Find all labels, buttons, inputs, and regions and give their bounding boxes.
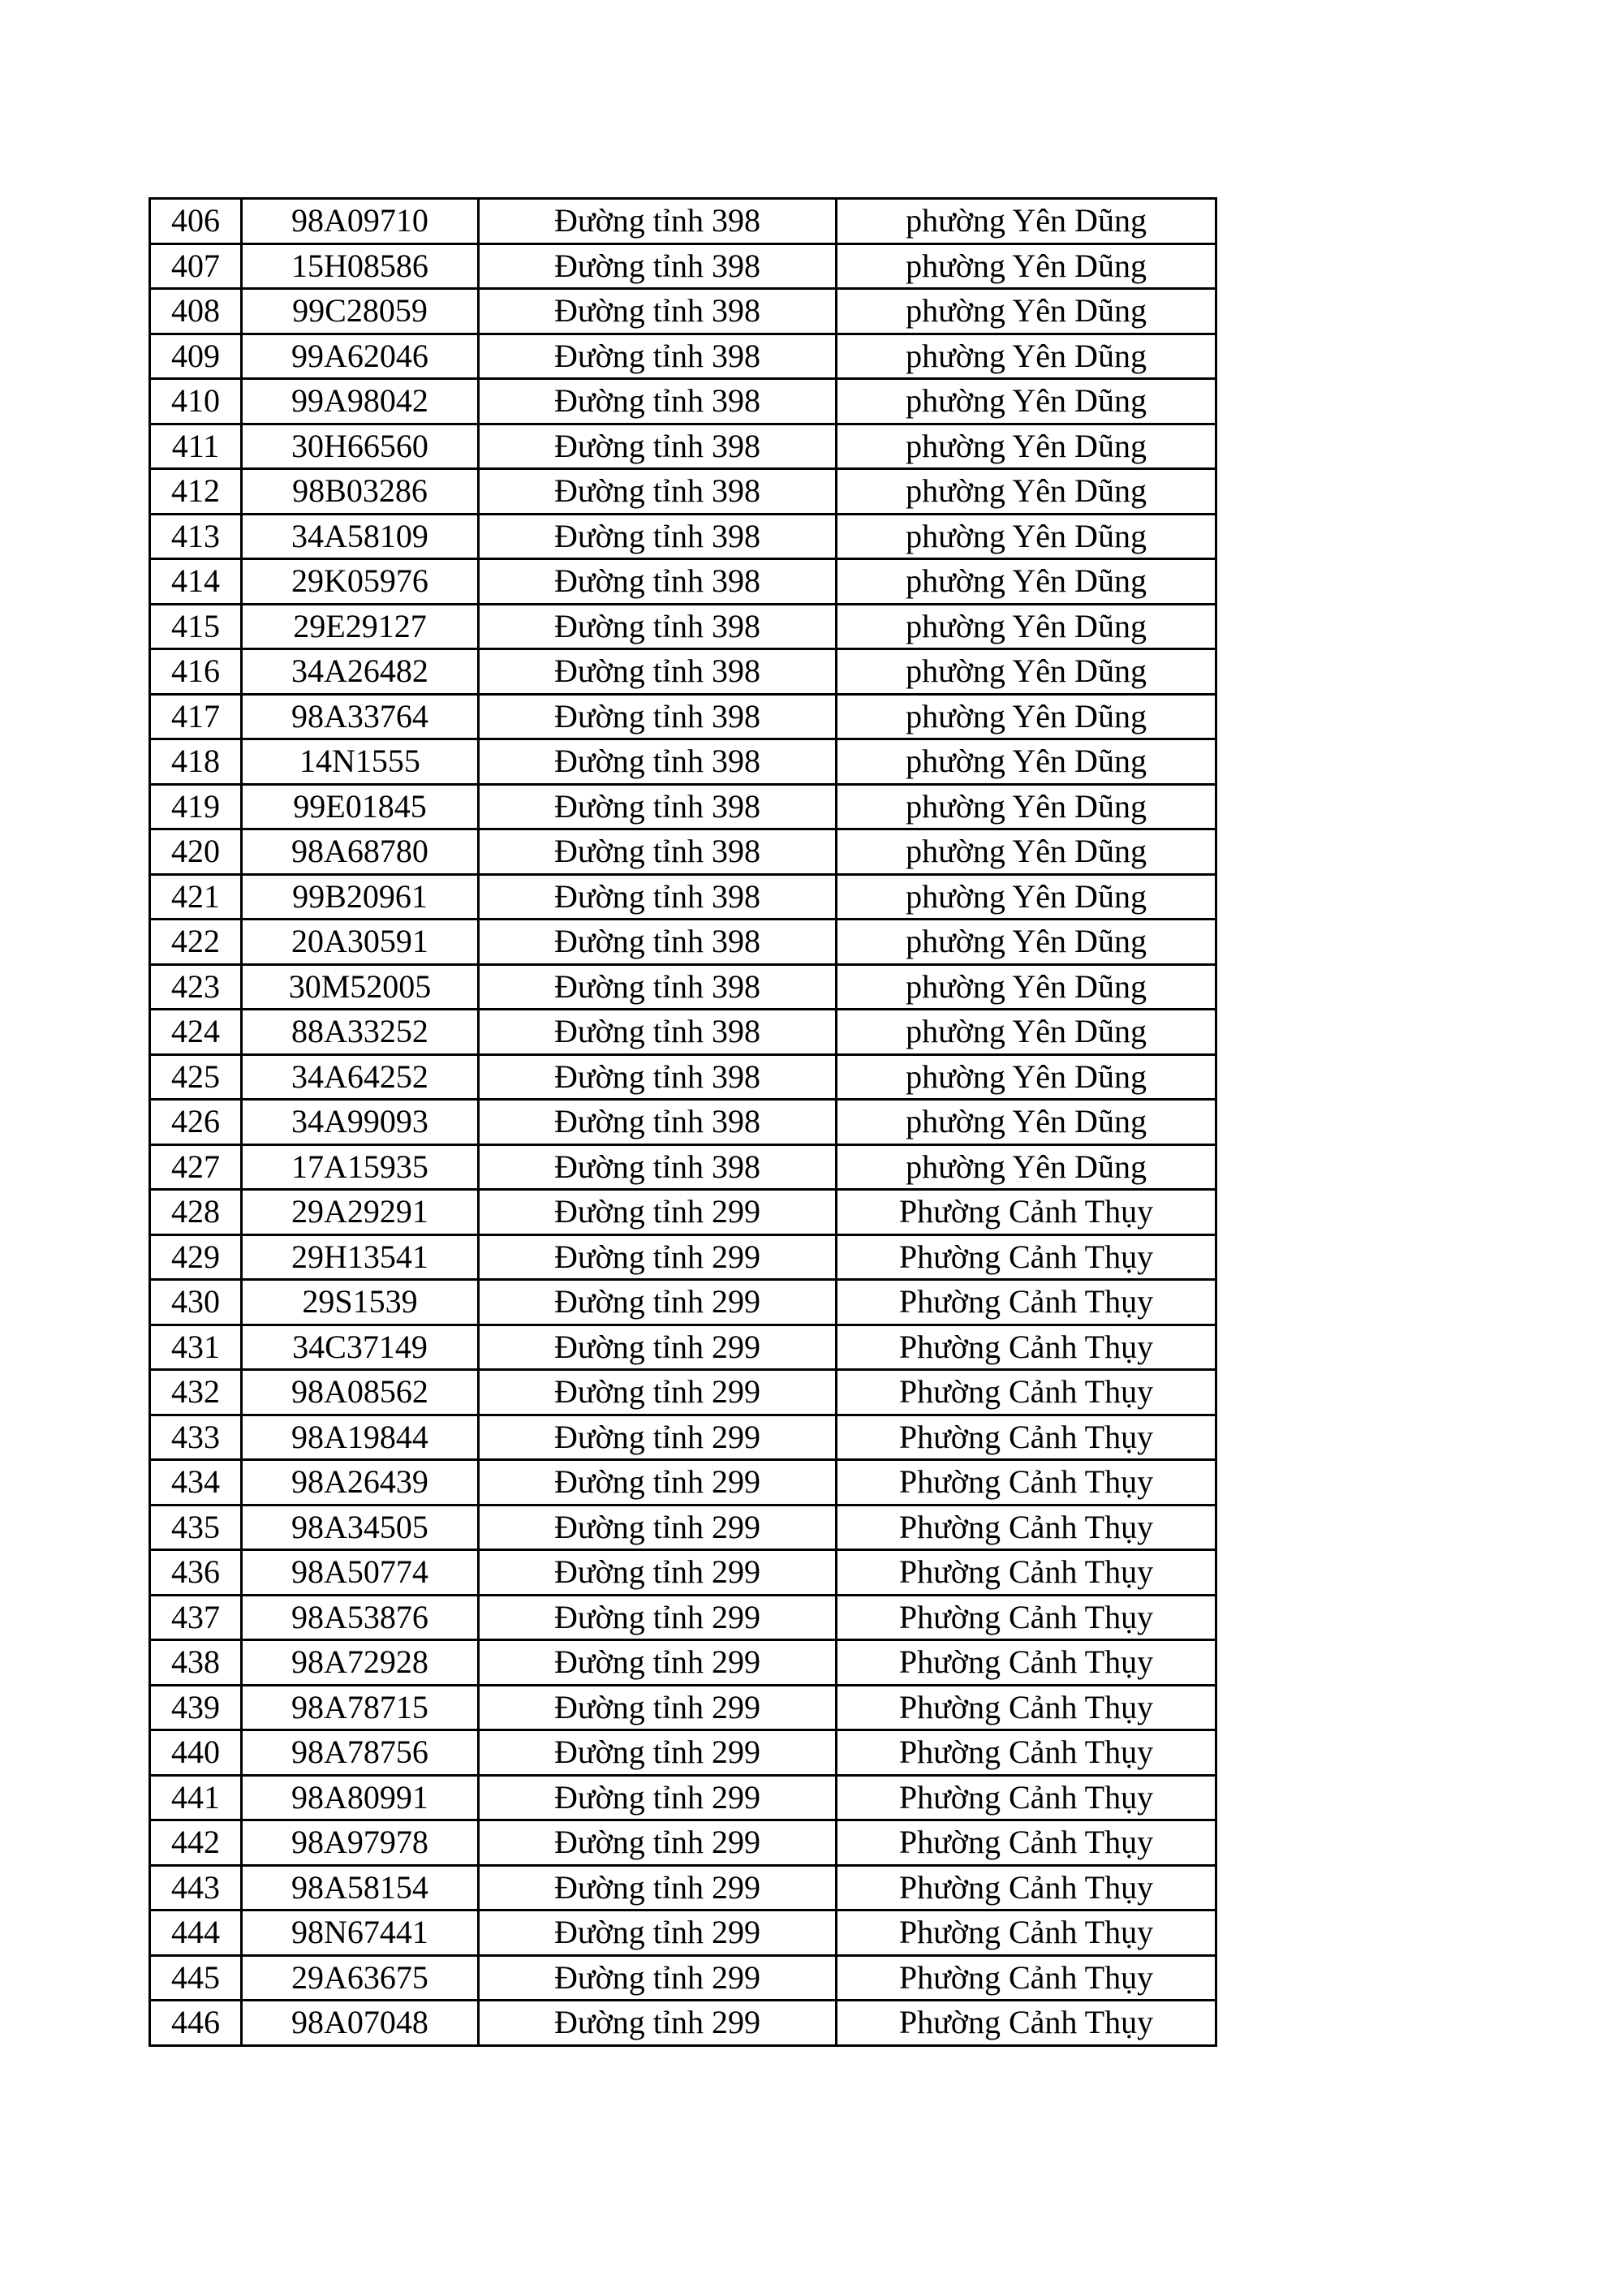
row-number-cell: 426 [150, 1100, 242, 1145]
row-number-cell: 417 [150, 694, 242, 739]
license-plate-cell: 98A07048 [242, 2001, 479, 2046]
ward-cell: phường Yên Dũng [837, 694, 1216, 739]
ward-cell: phường Yên Dũng [837, 379, 1216, 424]
road-cell: Đường tỉnh 398 [479, 829, 837, 875]
ward-cell: Phường Cảnh Thụy [837, 1820, 1216, 1866]
row-number-cell: 410 [150, 379, 242, 424]
license-plate-cell: 98A50774 [242, 1550, 479, 1596]
license-plate-cell: 98A80991 [242, 1775, 479, 1820]
road-cell: Đường tỉnh 299 [479, 1865, 837, 1910]
row-number-cell: 416 [150, 649, 242, 695]
license-plate-cell: 14N1555 [242, 739, 479, 785]
road-cell: Đường tỉnh 299 [479, 1550, 837, 1596]
license-plate-cell: 98A33764 [242, 694, 479, 739]
road-cell: Đường tỉnh 398 [479, 964, 837, 1010]
row-number-cell: 406 [150, 199, 242, 244]
road-cell: Đường tỉnh 398 [479, 920, 837, 965]
table-row [150, 289, 1216, 334]
ward-cell: phường Yên Dũng [837, 199, 1216, 244]
table-row [150, 1054, 1216, 1100]
license-plate-cell: 98A58154 [242, 1865, 479, 1910]
table-row [150, 1460, 1216, 1506]
road-cell: Đường tỉnh 299 [479, 1820, 837, 1866]
road-cell: Đường tỉnh 398 [479, 739, 837, 785]
ward-cell: phường Yên Dũng [837, 784, 1216, 829]
vehicle-list-table [149, 197, 1217, 2047]
ward-cell: phường Yên Dũng [837, 964, 1216, 1010]
road-cell: Đường tỉnh 299 [479, 1460, 837, 1506]
row-number-cell: 433 [150, 1415, 242, 1460]
table-row [150, 559, 1216, 605]
row-number-cell: 408 [150, 289, 242, 334]
road-cell: Đường tỉnh 299 [479, 1910, 837, 1956]
row-number-cell: 407 [150, 243, 242, 289]
license-plate-cell: 34C37149 [242, 1325, 479, 1370]
ward-cell: Phường Cảnh Thụy [837, 1910, 1216, 1956]
road-cell: Đường tỉnh 398 [479, 469, 837, 515]
license-plate-cell: 20A30591 [242, 920, 479, 965]
license-plate-cell: 15H08586 [242, 243, 479, 289]
row-number-cell: 419 [150, 784, 242, 829]
road-cell: Đường tỉnh 299 [479, 1234, 837, 1280]
ward-cell: phường Yên Dũng [837, 1100, 1216, 1145]
table-row [150, 199, 1216, 244]
ward-cell: Phường Cảnh Thụy [837, 1415, 1216, 1460]
ward-cell: phường Yên Dũng [837, 334, 1216, 379]
license-plate-cell: 98B03286 [242, 469, 479, 515]
road-cell: Đường tỉnh 398 [479, 559, 837, 605]
road-cell: Đường tỉnh 398 [479, 243, 837, 289]
license-plate-cell: 98A09710 [242, 199, 479, 244]
license-plate-cell: 98A08562 [242, 1370, 479, 1415]
table-row [150, 964, 1216, 1010]
ward-cell: Phường Cảnh Thụy [837, 1460, 1216, 1506]
road-cell: Đường tỉnh 398 [479, 289, 837, 334]
license-plate-cell: 34A99093 [242, 1100, 479, 1145]
table-row [150, 1280, 1216, 1325]
row-number-cell: 435 [150, 1505, 242, 1550]
row-number-cell: 444 [150, 1910, 242, 1956]
table-row [150, 1775, 1216, 1820]
road-cell: Đường tỉnh 398 [479, 784, 837, 829]
road-cell: Đường tỉnh 299 [479, 1415, 837, 1460]
license-plate-cell: 98A34505 [242, 1505, 479, 1550]
table-row [150, 1190, 1216, 1235]
table-row [150, 604, 1216, 649]
row-number-cell: 418 [150, 739, 242, 785]
license-plate-cell: 29K05976 [242, 559, 479, 605]
road-cell: Đường tỉnh 299 [479, 1505, 837, 1550]
license-plate-cell: 98A26439 [242, 1460, 479, 1506]
row-number-cell: 432 [150, 1370, 242, 1415]
road-cell: Đường tỉnh 398 [479, 334, 837, 379]
table-row [150, 694, 1216, 739]
row-number-cell: 428 [150, 1190, 242, 1235]
ward-cell: Phường Cảnh Thụy [837, 1325, 1216, 1370]
road-cell: Đường tỉnh 299 [479, 1640, 837, 1686]
license-plate-cell: 98A97978 [242, 1820, 479, 1866]
table-row [150, 1640, 1216, 1686]
table-row [150, 243, 1216, 289]
road-cell: Đường tỉnh 398 [479, 1100, 837, 1145]
table-row [150, 424, 1216, 469]
road-cell: Đường tỉnh 398 [479, 514, 837, 559]
table-row [150, 1595, 1216, 1640]
row-number-cell: 429 [150, 1234, 242, 1280]
row-number-cell: 422 [150, 920, 242, 965]
license-plate-cell: 98A78756 [242, 1730, 479, 1776]
road-cell: Đường tỉnh 299 [479, 1190, 837, 1235]
row-number-cell: 442 [150, 1820, 242, 1866]
row-number-cell: 415 [150, 604, 242, 649]
road-cell: Đường tỉnh 398 [479, 874, 837, 920]
license-plate-cell: 34A26482 [242, 649, 479, 695]
ward-cell: Phường Cảnh Thụy [837, 1505, 1216, 1550]
ward-cell: Phường Cảnh Thụy [837, 1595, 1216, 1640]
row-number-cell: 424 [150, 1010, 242, 1055]
table-row [150, 1505, 1216, 1550]
ward-cell: Phường Cảnh Thụy [837, 1234, 1216, 1280]
row-number-cell: 414 [150, 559, 242, 605]
table-row [150, 1370, 1216, 1415]
license-plate-cell: 99C28059 [242, 289, 479, 334]
ward-cell: Phường Cảnh Thụy [837, 1550, 1216, 1596]
road-cell: Đường tỉnh 299 [479, 1730, 837, 1776]
ward-cell: phường Yên Dũng [837, 604, 1216, 649]
road-cell: Đường tỉnh 299 [479, 1370, 837, 1415]
row-number-cell: 438 [150, 1640, 242, 1686]
road-cell: Đường tỉnh 299 [479, 2001, 837, 2046]
row-number-cell: 411 [150, 424, 242, 469]
table-row [150, 1144, 1216, 1190]
table-row [150, 379, 1216, 424]
row-number-cell: 430 [150, 1280, 242, 1325]
table-row [150, 1910, 1216, 1956]
ward-cell: Phường Cảnh Thụy [837, 1370, 1216, 1415]
table-row [150, 784, 1216, 829]
license-plate-cell: 99E01845 [242, 784, 479, 829]
license-plate-cell: 34A64252 [242, 1054, 479, 1100]
table-row [150, 1865, 1216, 1910]
license-plate-cell: 29S1539 [242, 1280, 479, 1325]
table-row [150, 1325, 1216, 1370]
row-number-cell: 420 [150, 829, 242, 875]
license-plate-cell: 98A53876 [242, 1595, 479, 1640]
table-row [150, 334, 1216, 379]
table-row [150, 2001, 1216, 2046]
ward-cell: Phường Cảnh Thụy [837, 1640, 1216, 1686]
row-number-cell: 434 [150, 1460, 242, 1506]
road-cell: Đường tỉnh 398 [479, 649, 837, 695]
road-cell: Đường tỉnh 398 [479, 379, 837, 424]
ward-cell: phường Yên Dũng [837, 1010, 1216, 1055]
row-number-cell: 412 [150, 469, 242, 515]
road-cell: Đường tỉnh 299 [479, 1685, 837, 1730]
road-cell: Đường tỉnh 299 [479, 1595, 837, 1640]
row-number-cell: 431 [150, 1325, 242, 1370]
row-number-cell: 440 [150, 1730, 242, 1776]
license-plate-cell: 34A58109 [242, 514, 479, 559]
table-row [150, 1550, 1216, 1596]
table-row [150, 874, 1216, 920]
ward-cell: phường Yên Dũng [837, 1054, 1216, 1100]
table-row [150, 739, 1216, 785]
ward-cell: phường Yên Dũng [837, 469, 1216, 515]
row-number-cell: 439 [150, 1685, 242, 1730]
license-plate-cell: 98A72928 [242, 1640, 479, 1686]
row-number-cell: 425 [150, 1054, 242, 1100]
ward-cell: phường Yên Dũng [837, 739, 1216, 785]
ward-cell: Phường Cảnh Thụy [837, 1190, 1216, 1235]
row-number-cell: 423 [150, 964, 242, 1010]
table-row [150, 1685, 1216, 1730]
license-plate-cell: 29H13541 [242, 1234, 479, 1280]
ward-cell: phường Yên Dũng [837, 559, 1216, 605]
ward-cell: phường Yên Dũng [837, 243, 1216, 289]
ward-cell: Phường Cảnh Thụy [837, 1955, 1216, 2001]
road-cell: Đường tỉnh 398 [479, 604, 837, 649]
license-plate-cell: 17A15935 [242, 1144, 479, 1190]
ward-cell: phường Yên Dũng [837, 514, 1216, 559]
ward-cell: phường Yên Dũng [837, 424, 1216, 469]
license-plate-cell: 99A98042 [242, 379, 479, 424]
ward-cell: phường Yên Dũng [837, 289, 1216, 334]
ward-cell: Phường Cảnh Thụy [837, 1865, 1216, 1910]
road-cell: Đường tỉnh 398 [479, 1010, 837, 1055]
row-number-cell: 437 [150, 1595, 242, 1640]
ward-cell: Phường Cảnh Thụy [837, 1280, 1216, 1325]
road-cell: Đường tỉnh 299 [479, 1325, 837, 1370]
ward-cell: Phường Cảnh Thụy [837, 2001, 1216, 2046]
table-row [150, 920, 1216, 965]
ward-cell: Phường Cảnh Thụy [837, 1775, 1216, 1820]
road-cell: Đường tỉnh 398 [479, 199, 837, 244]
table-row [150, 1415, 1216, 1460]
row-number-cell: 421 [150, 874, 242, 920]
table-row [150, 469, 1216, 515]
road-cell: Đường tỉnh 398 [479, 1144, 837, 1190]
row-number-cell: 443 [150, 1865, 242, 1910]
table-row [150, 1730, 1216, 1776]
road-cell: Đường tỉnh 398 [479, 694, 837, 739]
row-number-cell: 409 [150, 334, 242, 379]
ward-cell: phường Yên Dũng [837, 874, 1216, 920]
license-plate-cell: 98A19844 [242, 1415, 479, 1460]
table-row [150, 1955, 1216, 2001]
license-plate-cell: 29A29291 [242, 1190, 479, 1235]
road-cell: Đường tỉnh 398 [479, 424, 837, 469]
ward-cell: phường Yên Dũng [837, 920, 1216, 965]
table-row [150, 1010, 1216, 1055]
table-row [150, 649, 1216, 695]
row-number-cell: 413 [150, 514, 242, 559]
row-number-cell: 427 [150, 1144, 242, 1190]
row-number-cell: 441 [150, 1775, 242, 1820]
license-plate-cell: 98N67441 [242, 1910, 479, 1956]
license-plate-cell: 98A78715 [242, 1685, 479, 1730]
ward-cell: phường Yên Dũng [837, 649, 1216, 695]
license-plate-cell: 88A33252 [242, 1010, 479, 1055]
license-plate-cell: 99B20961 [242, 874, 479, 920]
ward-cell: Phường Cảnh Thụy [837, 1685, 1216, 1730]
row-number-cell: 446 [150, 2001, 242, 2046]
ward-cell: Phường Cảnh Thụy [837, 1730, 1216, 1776]
row-number-cell: 436 [150, 1550, 242, 1596]
table-row [150, 1820, 1216, 1866]
table-body [150, 199, 1216, 2046]
table-row [150, 1234, 1216, 1280]
road-cell: Đường tỉnh 398 [479, 1054, 837, 1100]
license-plate-cell: 30H66560 [242, 424, 479, 469]
table-row [150, 514, 1216, 559]
table-row [150, 1100, 1216, 1145]
road-cell: Đường tỉnh 299 [479, 1280, 837, 1325]
road-cell: Đường tỉnh 299 [479, 1955, 837, 2001]
road-cell: Đường tỉnh 299 [479, 1775, 837, 1820]
license-plate-cell: 99A62046 [242, 334, 479, 379]
row-number-cell: 445 [150, 1955, 242, 2001]
license-plate-cell: 98A68780 [242, 829, 479, 875]
license-plate-cell: 29E29127 [242, 604, 479, 649]
license-plate-cell: 30M52005 [242, 964, 479, 1010]
ward-cell: phường Yên Dũng [837, 1144, 1216, 1190]
ward-cell: phường Yên Dũng [837, 829, 1216, 875]
table-row [150, 829, 1216, 875]
license-plate-cell: 29A63675 [242, 1955, 479, 2001]
